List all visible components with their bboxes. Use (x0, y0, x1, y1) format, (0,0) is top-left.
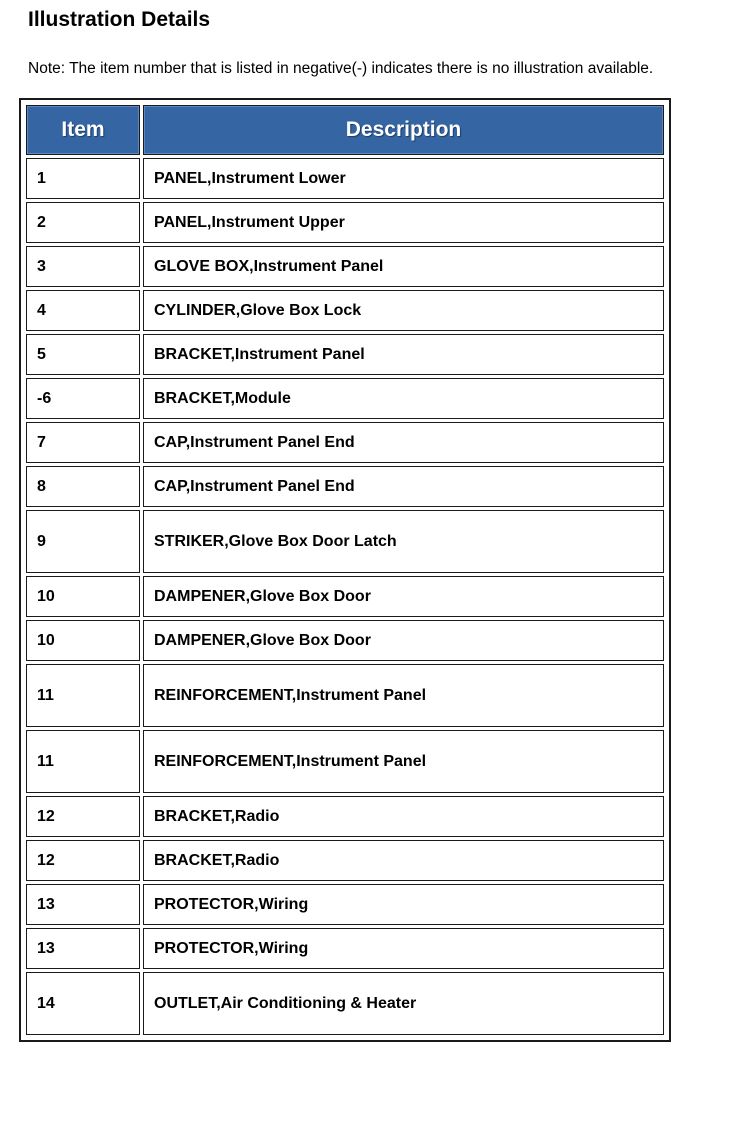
item-number-cell: 8 (26, 466, 140, 507)
table-row (26, 730, 664, 793)
item-number-cell: 9 (26, 510, 140, 573)
description-cell: DAMPENER,Glove Box Door (143, 620, 664, 661)
description-cell: CAP,Instrument Panel End (143, 422, 664, 463)
item-number-cell: 12 (26, 840, 140, 881)
description-cell: BRACKET,Radio (143, 840, 664, 881)
description-cell: BRACKET,Module (143, 378, 664, 419)
table-row (26, 202, 664, 243)
table-row (26, 884, 664, 925)
table-row (26, 576, 664, 617)
table-row (26, 796, 664, 837)
description-cell: PROTECTOR,Wiring (143, 928, 664, 969)
table-row (26, 334, 664, 375)
table-row (26, 422, 664, 463)
item-number-cell: 11 (26, 664, 140, 727)
table-row (26, 510, 664, 573)
item-column-header: Item (26, 105, 140, 155)
table-row (26, 378, 664, 419)
item-number-cell: 3 (26, 246, 140, 287)
page-title: Illustration Details (28, 8, 211, 31)
description-cell: REINFORCEMENT,Instrument Panel (143, 730, 664, 793)
illustration-note: Note: The item number that is listed in negative(-) indicates there is no illustration available. (28, 60, 654, 77)
description-cell: PROTECTOR,Wiring (143, 884, 664, 925)
item-number-cell: 10 (26, 620, 140, 661)
item-number-cell: 13 (26, 928, 140, 969)
item-number-cell: 1 (26, 158, 140, 199)
parts-table (23, 102, 667, 1038)
description-cell: CYLINDER,Glove Box Lock (143, 290, 664, 331)
item-number-cell: 14 (26, 972, 140, 1035)
description-cell: PANEL,Instrument Upper (143, 202, 664, 243)
item-number-cell: -6 (26, 378, 140, 419)
description-cell: OUTLET,Air Conditioning & Heater (143, 972, 664, 1035)
item-number-cell: 2 (26, 202, 140, 243)
item-number-cell: 12 (26, 796, 140, 837)
item-number-cell: 5 (26, 334, 140, 375)
item-number-cell: 11 (26, 730, 140, 793)
table-row (26, 972, 664, 1035)
description-cell: REINFORCEMENT,Instrument Panel (143, 664, 664, 727)
table-row (26, 840, 664, 881)
table-row (26, 620, 664, 661)
description-cell: BRACKET,Radio (143, 796, 664, 837)
item-number-cell: 7 (26, 422, 140, 463)
table-row (26, 664, 664, 727)
table-row (26, 466, 664, 507)
description-cell: STRIKER,Glove Box Door Latch (143, 510, 664, 573)
table-row (26, 928, 664, 969)
description-cell: PANEL,Instrument Lower (143, 158, 664, 199)
description-cell: BRACKET,Instrument Panel (143, 334, 664, 375)
table-row (26, 290, 664, 331)
description-cell: DAMPENER,Glove Box Door (143, 576, 664, 617)
description-column-header: Description (143, 105, 664, 155)
description-cell: GLOVE BOX,Instrument Panel (143, 246, 664, 287)
item-number-cell: 10 (26, 576, 140, 617)
parts-table-frame (19, 98, 671, 1042)
item-number-cell: 13 (26, 884, 140, 925)
table-row (26, 158, 664, 199)
table-header-row (26, 105, 664, 155)
table-row (26, 246, 664, 287)
description-cell: CAP,Instrument Panel End (143, 466, 664, 507)
item-number-cell: 4 (26, 290, 140, 331)
